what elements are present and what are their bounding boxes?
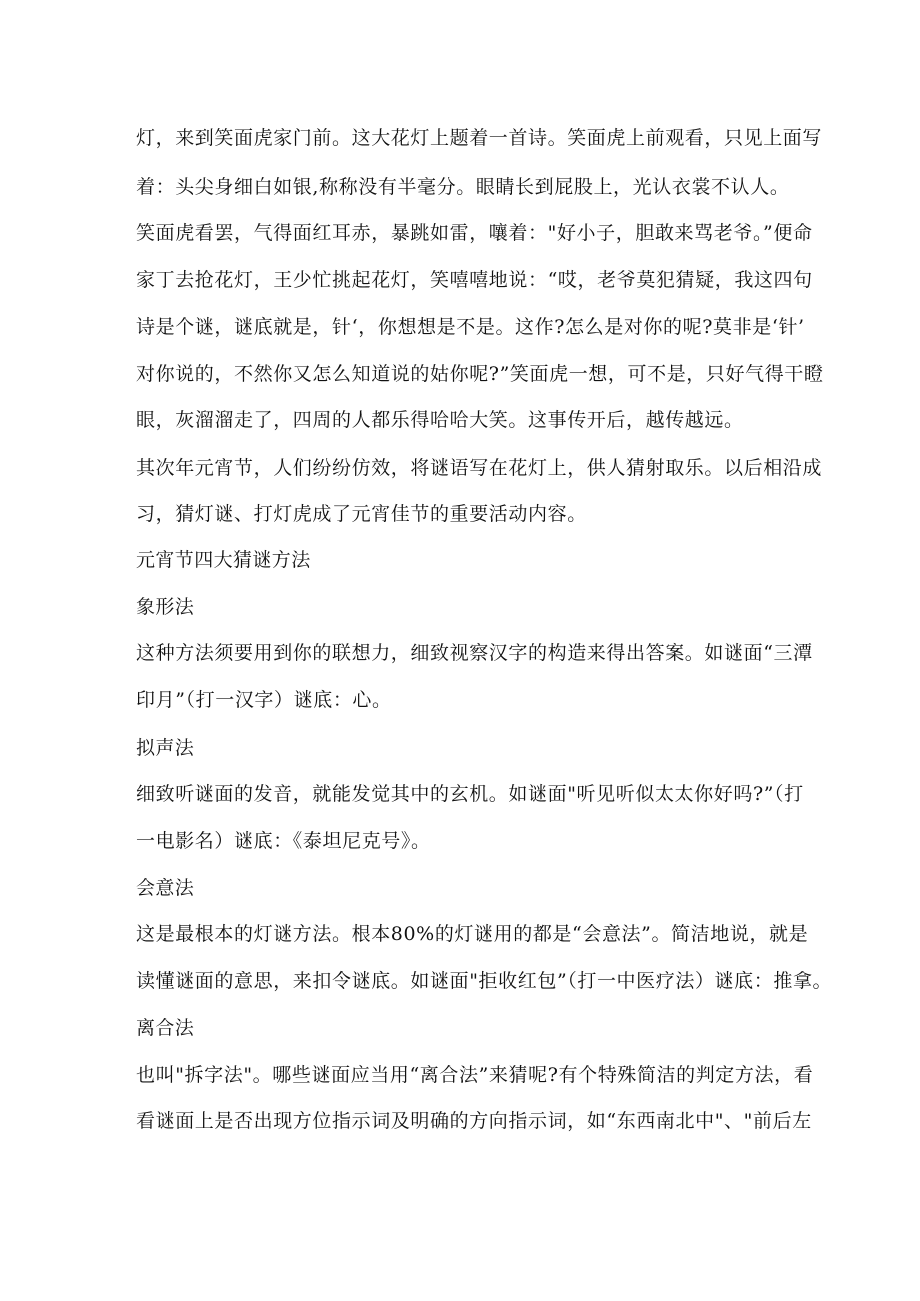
paragraph-line: 诗是个谜，谜底就是，针‘，你想想是不是。这作?怎么是对你的呢?莫非是‘针’ <box>136 316 805 338</box>
paragraph-line: 这是最根本的灯谜方法。根本80%的灯谜用的都是“会意法”。简洁地说，就是 <box>136 923 809 945</box>
paragraph-line: 细致听谜面的发音，就能发觉其中的玄机。如谜面"听见听似太太你好吗?”（打 <box>136 783 804 805</box>
paragraph-line: 看谜面上是否出现方位指示词及明确的方向指示词，如“东西南北中"、"前后左 <box>136 1110 812 1132</box>
paragraph-line: 着：头尖身细白如银,称称没有半毫分。眼睛长到屁股上，光认衣裳不认人。 <box>136 176 790 198</box>
paragraph-line: 对你说的，不然你又怎么知道说的姑你呢?”笑面虎一想，可不是，只好气得干瞪 <box>136 363 824 385</box>
paragraph-line: 印月”（打一汉字）谜底：心。 <box>136 689 392 711</box>
paragraph-line: 一电影名）谜底：《泰坦尼克号》。 <box>136 830 431 852</box>
paragraph-line: 其次年元宵节，人们纷纷仿效，将谜语写在花灯上，供人猜射取乐。以后相沿成 <box>136 457 823 479</box>
paragraph-line: 也叫"拆字法"。哪些谜面应当用“离合法”来猜呢?有个特殊简洁的判定方法，看 <box>136 1064 814 1086</box>
paragraph-line: 习，猜灯谜、打灯虎成了元宵佳节的重要活动内容。 <box>136 503 587 525</box>
paragraph-line: 眼，灰溜溜走了，四周的人都乐得哈哈大笑。这事传开后，越传越远。 <box>136 409 744 431</box>
paragraph-line: 灯，来到笑面虎家门前。这大花灯上题着一首诗。笑面虎上前观看，只见上面写 <box>136 127 823 149</box>
paragraph-line: 这种方法须要用到你的联想力，细致视察汉字的构造来得出答案。如谜面“三潭 <box>136 642 813 664</box>
method-heading-pictographic: 象形法 <box>136 596 195 618</box>
method-heading-meaning: 会意法 <box>136 877 195 899</box>
section-title: 元宵节四大猜谜方法 <box>136 549 311 571</box>
paragraph-line: 笑面虎看罢，气得面红耳赤，暴跳如雷，嚷着："好小子，胆敢来骂老爷。”便命 <box>136 222 813 244</box>
method-heading-split-join: 离合法 <box>136 1017 195 1039</box>
paragraph-line: 家丁去抢花灯，王少忙挑起花灯，笑嘻嘻地说：“哎，老爷莫犯猜疑，我这四句 <box>136 269 813 291</box>
paragraph-line: 读懂谜面的意思，来扣令谜底。如谜面"拒收红包”（打一中医疗法）谜底：推拿。 <box>136 970 833 992</box>
method-heading-onomatopoeia: 拟声法 <box>136 737 195 759</box>
